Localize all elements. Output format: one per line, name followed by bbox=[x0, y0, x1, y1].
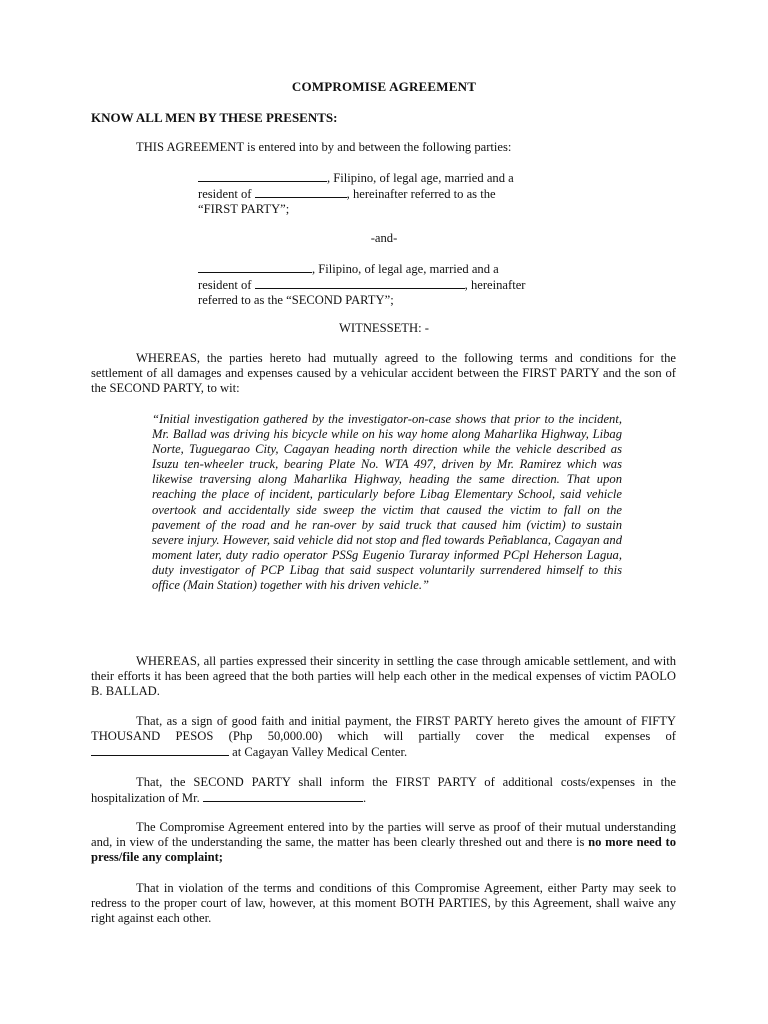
whereas-paragraph-2: WHEREAS, all parties expressed their sincerity in settling the case through amicable settlement, and with their efforts it has been agreed that the both parties will help each other in the medical expenses of victim PAOLO B. BALLAD. bbox=[91, 654, 676, 698]
second-party-residence-blank bbox=[255, 277, 465, 289]
second-party-line-1-text: , Filipino, of legal age, married and a bbox=[312, 262, 499, 276]
incident-quote: “Initial investigation gathered by the investigator-on-case shows that prior to the incident, Mr. Ballad was driving his bicycle while on his way home along Maharlika Highway, Libag Norte, Tuguegarao City, Cagayan heading north direction while the vehicle described as Isuzu ten-wheeler truck, bearing Plate No. WTA 497, driven by Mr. Ramirez which was likewise traversing along Maharlika Highway, heading the same direction. That upon reaching the place of incident, particularly before Libag Elementary School, said vehicle overtook and accidentally side sweep the victim that caused the victim to fall on the pavement of the road and he ran-over by said truck that caused him (victim) to sustain severe injury. However, said vehicle did not stop and fled towards Peñablanca, Cagayan and moment later, duty radio operator PSSg Eugenio Turaray informed PCpl Heherson Lagua, duty investigator of PCP Libag that said suspect voluntarily surrendered himself to this office (Main Station) together with his driven vehicle.” bbox=[152, 412, 622, 593]
first-party-residence-blank bbox=[255, 186, 347, 198]
opening-paragraph: THIS AGREEMENT is entered into by and between the following parties: bbox=[136, 140, 512, 154]
and-separator: -and- bbox=[370, 231, 398, 245]
hospitalization-name-blank bbox=[203, 790, 363, 802]
inform-paragraph bbox=[91, 775, 676, 806]
second-party-name-blank bbox=[198, 261, 312, 273]
second-party-line-2 bbox=[198, 277, 552, 293]
first-party-line-2-text: , hereinafter referred to as the bbox=[346, 187, 496, 201]
document-title: COMPROMISE AGREEMENT bbox=[291, 79, 477, 94]
first-party-resident-label: resident of bbox=[198, 187, 252, 201]
first-party-line-1 bbox=[198, 170, 552, 186]
payment-paragraph bbox=[91, 714, 676, 760]
compromise-text: The Compromise Agreement entered into by the parties will serve as proof of their mutual understanding and, in view of the understanding the same, the matter has been clearly threshed out and there is bbox=[91, 820, 676, 849]
intro-heading: KNOW ALL MEN BY THESE PRESENTS: bbox=[91, 110, 338, 125]
no-complaint-clause: no more need to press/file any complaint; bbox=[91, 835, 676, 864]
first-party-block bbox=[198, 170, 552, 217]
witnesseth-heading: WITNESSETH: - bbox=[339, 321, 429, 335]
second-party-designation: referred to as the “SECOND PARTY”; bbox=[198, 293, 394, 307]
second-party-line-2-text: , hereinafter bbox=[464, 278, 526, 292]
second-party-line-1 bbox=[198, 261, 552, 277]
compromise-paragraph bbox=[91, 820, 676, 865]
patient-name-blank bbox=[91, 744, 229, 756]
first-party-line-1-text: , Filipino, of legal age, married and a bbox=[327, 171, 514, 185]
first-party-line-2 bbox=[198, 186, 552, 202]
second-party-block bbox=[198, 261, 552, 308]
first-party-designation: “FIRST PARTY”; bbox=[198, 202, 290, 216]
first-party-name-blank bbox=[198, 170, 327, 182]
violation-paragraph: That in violation of the terms and conditions of this Compromise Agreement, either Party may seek to redress to the proper court of law, however, at this moment BOTH PARTIES, by this Agreement, shall waive any right against each other. bbox=[91, 881, 676, 925]
whereas-paragraph-1: WHEREAS, the parties hereto had mutually agreed to the following terms and conditions for the settlement of all damages and expenses caused by a vehicular accident between the FIRST PARTY and the son of the SECOND PARTY, to wit: bbox=[91, 351, 676, 395]
payment-text-end: at Cagayan Valley Medical Center. bbox=[232, 745, 408, 759]
inform-text-end: . bbox=[362, 791, 367, 805]
payment-text: That, as a sign of good faith and initial payment, the FIRST PARTY hereto gives the amount of FIFTY THOUSAND PESOS (Php 50,000.00) which will partially cover the medical expenses of bbox=[91, 714, 676, 743]
second-party-resident-label: resident of bbox=[198, 278, 252, 292]
inform-text: That, the SECOND PARTY shall inform the FIRST PARTY of additional costs/expenses in the hospitalization of Mr. bbox=[91, 775, 676, 805]
